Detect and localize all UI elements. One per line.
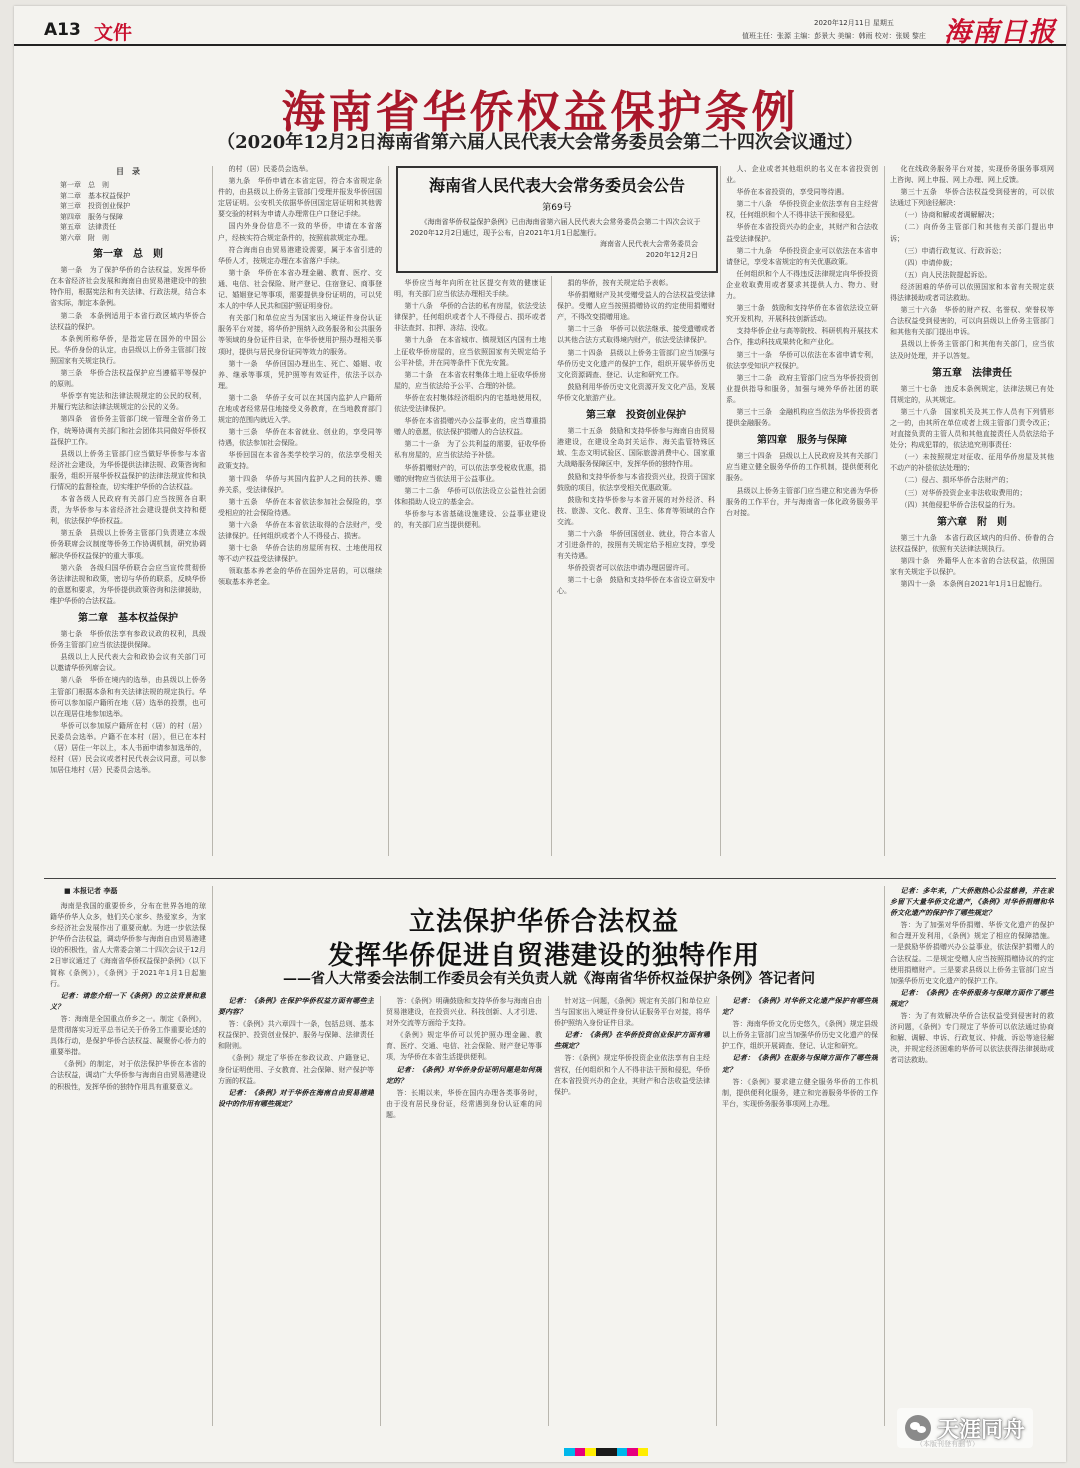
article-paragraph: 第三十四条 县级以上人民政府及其有关部门应当建立健全服务华侨的工作机制，提供便利化服务。 bbox=[726, 452, 878, 483]
announcement-body: 《海南省华侨权益保护条例》已由海南省第六届人民代表大会常务委员会第二十四次会议于2020年12月2日通过，现予公布，自2021年1月1日起施行。 bbox=[410, 218, 701, 237]
interview-paragraph: 答：长期以来，华侨在国内办理各类事务时，由于没有居民身份证，经常遇到身份认证难的问题。 bbox=[386, 1088, 542, 1119]
chapter-heading: 第一章 总 则 bbox=[93, 249, 163, 261]
article-paragraph: 支持华侨企业与高等院校、科研机构开展技术合作，推动科技成果转化和产业化。 bbox=[726, 327, 878, 347]
article-paragraph: 县级以上侨务主管部门应当建立和完善为华侨服务的工作平台，并与海南省一体化政务服务平台对接。 bbox=[726, 486, 878, 517]
interview-question: 记者：《条例》在华侨投资创业保护方面有哪些规定？ bbox=[554, 1031, 710, 1051]
article-paragraph: 人、企业或者其他组织的名义在本省投资创业。 bbox=[726, 165, 878, 185]
article-paragraph: 第十九条 在本省城市、镇规划区内国有土地上征收华侨房屋的，应当依照国家有关规定给予公平补偿，并在同等条件下优先安置。 bbox=[394, 336, 546, 367]
regulation-column-6 bbox=[890, 164, 1054, 856]
article-paragraph: 第二十二条 华侨可以依法设立公益性社会团体和捐助人设立的基金会。 bbox=[394, 486, 546, 506]
color-swatch bbox=[627, 1448, 638, 1456]
article-paragraph: 第二十八条 华侨投资企业依法享有自主经营权，任何组织和个人不得非法干预和侵犯。 bbox=[726, 200, 878, 220]
interview-paragraph: 针对这一问题，《条例》规定有关部门和单位应当与国家出入境证件身份认证服务平台对接，将华侨护照纳入身份证件目录。 bbox=[554, 997, 710, 1028]
article-paragraph: 第二十五条 鼓励和支持华侨参与海南自由贸易港建设，在建设全岛封关运作、海关监管特殊区域、生态文明试验区、国际旅游消费中心、国家重大战略服务保障区中，发挥华侨的独特作用。 bbox=[557, 427, 715, 469]
article-paragraph: 第十二条 华侨子女可以在其国内监护人户籍所在地或者经常居住地接受义务教育，在当地教育部门规定的范围内就近入学。 bbox=[218, 393, 382, 425]
article-paragraph: 华侨捐赠财产的，可以依法享受税收优惠，捐赠的财物应当依法用于公益事业。 bbox=[394, 463, 546, 483]
article-paragraph: 第三条 华侨合法权益保护应当遵循平等保护的原则。 bbox=[50, 369, 206, 389]
toc-item: 第二章 基本权益保护 bbox=[60, 191, 130, 200]
masthead bbox=[14, 6, 1066, 46]
chapter-heading: 第五章 法律责任 bbox=[932, 367, 1012, 379]
article-paragraph: 本省各级人民政府有关部门应当按照各自职责，为华侨参与本省经济社会建设提供支持和便利，依法保护华侨权益。 bbox=[50, 495, 206, 526]
article-paragraph: 第十四条 华侨与其国内监护人之间的扶养、赡养关系，受法律保护。 bbox=[218, 474, 382, 494]
interview-paragraph: 答：为了有效解决华侨合法权益受到侵害时的救济问题，《条例》专门规定了华侨可以依法通过协商和解、调解、申诉、行政复议、仲裁、诉讼等途径解决，并规定经济困难的华侨可以依法获得法律援助或者司法救助。 bbox=[890, 1012, 1054, 1065]
article-paragraph: 第四十条 外籍华人在本省的合法权益，依照国家有关规定予以保护。 bbox=[890, 557, 1054, 577]
article-paragraph: 第三十条 鼓励和支持华侨在本省依法设立研究开发机构，开展科技创新活动。 bbox=[726, 304, 878, 324]
toc-item: 第五章 法律责任 bbox=[60, 223, 116, 232]
article-paragraph: 华侨在本省投资的，享受同等待遇。 bbox=[736, 188, 849, 197]
interview-question: 记者：《条例》在服务与保障方面作了哪些规定？ bbox=[722, 1054, 878, 1074]
article-paragraph: 华侨参与本省基础设施建设、公益事业建设的，有关部门应当提供便利。 bbox=[394, 509, 546, 529]
article-paragraph: 第十三条 华侨在本省就业、创业的，享受同等待遇，依法参加社会保险。 bbox=[218, 428, 382, 448]
article-paragraph: 第九条 华侨申请在本省定居，符合本省规定条件的，由县级以上侨务主管部门受理并报发华侨回国定居证明。公安机关依据华侨回国定居证明和其他需要交验的材料为申请人办理常住户口登记手续。 bbox=[218, 177, 382, 219]
article-paragraph: 第三十二条 政府主管部门应当为华侨投资创业提供指导和服务，加强与境外华侨社团的联系。 bbox=[726, 373, 878, 404]
article-paragraph: 第十六条 华侨在本省依法取得的合法财产，受法律保护。任何组织或者个人不得侵占、损害。 bbox=[218, 520, 382, 540]
article-paragraph: 第三十五条 华侨合法权益受到侵害的，可以依法通过下列途径解决： bbox=[890, 188, 1054, 208]
toc-item: 第六章 附 则 bbox=[60, 233, 109, 242]
interview-question: 记者：《条例》对于华侨在海南自由贸易港建设中的作用有哪些规定？ bbox=[218, 1088, 374, 1108]
article-paragraph: 第二十四条 县级以上侨务主管部门应当加强与华侨历史文化遗产的保护工作，组织开展华侨历史文化资源调查、登记、认定和研究工作。 bbox=[557, 348, 715, 379]
toc-item: 第四章 服务与保障 bbox=[60, 212, 123, 221]
article-paragraph: 第十八条 华侨的合法的私有房屋，依法受法律保护，任何组织或者个人不得侵占、损坏或者非法查封、扣押、冻结、没收。 bbox=[394, 302, 546, 333]
article-paragraph: （四）申请仲裁； bbox=[900, 258, 957, 267]
article-paragraph: 第八条 华侨在境内的选举，由县级以上侨务主管部门根据本条和有关法律法规的规定执行。华侨可以参加原户籍所在地（居）选举的投票，也可以在现居住地参加选举。 bbox=[50, 676, 206, 718]
regulation-column-4 bbox=[557, 278, 715, 856]
color-swatch bbox=[638, 1448, 649, 1456]
column-divider bbox=[884, 886, 885, 1426]
article-paragraph: （二）侵占、损坏华侨合法财产的； bbox=[900, 476, 1013, 485]
regulation-column-5 bbox=[726, 164, 878, 856]
article-paragraph: （三）申请行政复议、行政诉讼； bbox=[900, 246, 1006, 255]
chapter-heading: 第三章 投资创业保护 bbox=[586, 410, 686, 422]
article-paragraph: 第二条 本条例适用于本省行政区域内华侨合法权益的保护。 bbox=[50, 311, 206, 331]
article-paragraph: 华侨在本省投资兴办的企业，其财产和合法收益受法律保护。 bbox=[726, 223, 878, 243]
interview-paragraph: 答：《条例》要求建立健全服务华侨的工作机制，提供便利化服务，建立和完善服务华侨的工作平台，实现侨务服务事项网上办理。 bbox=[722, 1077, 878, 1108]
article-paragraph: 第三十三条 金融机构应当依法为华侨投资者提供金融服务。 bbox=[726, 407, 878, 428]
article-paragraph: 第三十八条 国家机关及其工作人员有下列情形之一的，由其所在单位或者上级主管部门责令改正；对直接负责的主管人员和其他直接责任人员依法给予处分；构成犯罪的，依法追究刑事责任： bbox=[890, 407, 1054, 450]
article-paragraph: 化在线政务服务平台对接，实现侨务服务事项网上咨询、网上申报、网上办理、网上反馈。 bbox=[890, 165, 1054, 185]
article-paragraph: 第二十七条 鼓励和支持华侨在本省设立研发中心。 bbox=[557, 576, 715, 596]
regulation-title: 海南省华侨权益保护条例 bbox=[281, 87, 799, 138]
article-paragraph: 县级以上侨务主管部门和其他有关部门，应当依法及时处理，并予以答复。 bbox=[890, 340, 1054, 360]
column-divider bbox=[212, 166, 213, 856]
interview-paragraph: 《条例》规定了华侨在参政议政、户籍登记、身份证明使用、子女教育、社会保障、财产保护等方面的权益。 bbox=[218, 1054, 374, 1085]
section-name: 文件 bbox=[94, 22, 133, 44]
chapter-heading: 第六章 附 则 bbox=[937, 516, 1007, 528]
announcement-box bbox=[396, 166, 718, 273]
column-divider bbox=[212, 886, 213, 1426]
wechat-watermark bbox=[897, 1408, 1033, 1448]
article-paragraph: （一）未按照规定对征收、征用华侨房屋及其他不动产的补偿依法处理的； bbox=[890, 453, 1054, 473]
announcement-number: 第69号 bbox=[542, 203, 572, 213]
article-paragraph: 县级以上侨务主管部门应当做好华侨参与本省经济社会建设，为华侨提供法律法规、政策咨询和服务，组织开展华侨权益保护的法律法规宣传和执行情况的监督检查，切实维护华侨的合法权益。 bbox=[50, 449, 206, 491]
article-paragraph: 第七条 华侨依法享有参政议政的权利，具级侨务主管部门应当依法提供保障。 bbox=[50, 630, 206, 650]
color-swatch bbox=[575, 1448, 586, 1456]
article-paragraph: 华侨回国在本省各类学校学习的，依法享受相关政策支持。 bbox=[218, 451, 382, 471]
color-swatch bbox=[585, 1448, 596, 1456]
color-swatch bbox=[596, 1448, 607, 1456]
article-paragraph: 华侨在本省捐赠兴办公益事业的，应当尊重捐赠人的意愿，依法保护捐赠人的合法权益。 bbox=[394, 417, 546, 437]
article-paragraph: 华侨投资者可以依法申请办理居留许可。 bbox=[567, 564, 694, 573]
print-color-bar bbox=[564, 1448, 648, 1456]
column-divider bbox=[720, 166, 721, 856]
article-paragraph: 第四十一条 本条例自2021年1月1日起施行。 bbox=[900, 580, 1047, 589]
regulation-column-2 bbox=[218, 164, 382, 856]
interview-paragraph: 答：为了加强对华侨捐赠、华侨文化遗产的保护和合理开发利用，《条例》规定了相应的保障措施。一是鼓励华侨捐赠兴办公益事业，依法保护捐赠人的合法权益。二是规定受赠人应当按照捐赠协议的约定使用捐赠财产。三是要求县级以上侨务主管部门应当加强华侨历史文化遗产的保护工作。 bbox=[890, 921, 1054, 985]
article-paragraph: 第三十一条 华侨可以依法在本省申请专利，依法享受知识产权保护。 bbox=[726, 350, 878, 370]
article-paragraph: 本条例所称华侨，是指定居在国外的中国公民。华侨身份的认定，由县级以上侨务主管部门按照国家有关规定执行。 bbox=[50, 334, 206, 365]
article-paragraph: 第一条 为了保护华侨的合法权益，发挥华侨在本省经济社会发展和海南自由贸易港建设中的独特作用，根据宪法和有关法律、行政法规，结合本省实际，制定本条例。 bbox=[50, 266, 206, 308]
article-paragraph: 国内外身份信息不一致的华侨，申请在本省落户，经核实符合规定条件的，按照前款规定办理。 bbox=[218, 222, 382, 242]
article-paragraph: （四）其他侵犯华侨合法权益的行为。 bbox=[900, 500, 1020, 509]
interview-paragraph: 答：《条例》明确鼓励和支持华侨参与海南自由贸易港建设，在投资兴业、科技创新、人才引进、对外交流等方面给予支持。 bbox=[386, 997, 542, 1028]
interview-paragraph: 答：海南是全国重点侨乡之一。制定《条例》，是贯彻落实习近平总书记关于侨务工作重要论述的具体行动，是保护华侨合法权益、凝聚侨心侨力的重要举措。 bbox=[50, 1014, 206, 1057]
interview-question: 记者：多年来，广大侨胞热心公益慈善，并在家乡留下大量华侨文化遗产，《条例》对华侨捐赠和华侨文化遗产的保护作了哪些规定？ bbox=[890, 887, 1054, 918]
interview-paragraph: 海南是我国的重要侨乡，分布在世界各地的琼籍华侨华人众多，他们关心家乡、热爱家乡，为家乡经济社会发展作出了重要贡献。为进一步依法保护华侨合法权益，调动华侨参与海南自由贸易港建设的积极性，省人大常委会第二十四次会议于12月2日审议通过了《海南省华侨权益保护条例》（以下简称《条例》），《条例》于2021年1月1日起施行。 bbox=[50, 902, 206, 988]
article-paragraph: 有关部门和单位应当为国家出入境证件身份认证服务平台对接，将华侨护照纳入政务服务和公共服务等领域的身份证件目录，在华侨使用护照办理相关事项时，提供与居民身份证同等效力的服务。 bbox=[218, 314, 382, 356]
article-paragraph: 第三十六条 华侨的财产权、名誉权、荣誉权等合法权益受到侵害的，可以向县级以上侨务主管部门和其他有关部门提出申诉。 bbox=[890, 306, 1054, 337]
column-divider bbox=[884, 166, 885, 856]
interview-headline-2: 发挥华侨促进自贸港建设的独特作用 bbox=[327, 941, 760, 971]
article-paragraph: 符合海南自由贸易港建设需要，属于本省引进的华侨人才，按规定办理在本省落户手续。 bbox=[218, 245, 382, 265]
color-swatch bbox=[564, 1448, 575, 1456]
regulation-column-1 bbox=[50, 164, 206, 856]
interview-column-4 bbox=[554, 996, 710, 1426]
article-paragraph: 第二十一条 为了公共利益的需要，征收华侨私有房屋的，应当依法给予补偿。 bbox=[394, 440, 546, 460]
interview-paragraph: 《条例》的制定，对于依法保护华侨在本省的合法权益，调动广大华侨参与海南自由贸易港建设的积极性，发挥华侨的独特作用具有重要意义。 bbox=[50, 1060, 206, 1091]
article-paragraph: （一）协商和解或者调解解决； bbox=[900, 211, 999, 220]
chapter-heading: 第四章 服务与保障 bbox=[757, 435, 847, 447]
interview-paragraph: 答：海南华侨文化历史悠久，《条例》规定县级以上侨务主管部门应当加强华侨历史文化遗产的保护工作，组织开展调查、登记、认定和研究。 bbox=[722, 1020, 878, 1051]
regulation-subtitle: （2020年12月2日海南省第六届人民代表大会常务委员会第二十四次会议通过） bbox=[217, 132, 863, 153]
article-paragraph: 华侨应当每年向所在社区提交有效的健康证明，有关部门应当依法办理相关手续。 bbox=[394, 279, 546, 299]
interview-question: 记者：《条例》对华侨文化遗产保护有哪些规定？ bbox=[722, 997, 878, 1017]
article-paragraph: 第二十九条 华侨投资企业可以依法在本省申请登记，享受本省规定的有关优惠政策。 bbox=[726, 246, 878, 266]
column-divider bbox=[551, 276, 552, 856]
article-paragraph: 任何组织和个人不得违反法律规定向华侨投资企业收取费用或者要求其提供人力、物力、财力。 bbox=[726, 269, 878, 301]
article-paragraph: 第五条 县级以上侨务主管部门负责建立本级侨务联席会议制度等侨务工作协调机制，研究协调解决华侨权益保护的重大事项。 bbox=[50, 529, 206, 560]
interview-column-5 bbox=[722, 996, 878, 1426]
color-swatch bbox=[606, 1448, 617, 1456]
article-paragraph: 鼓励和支持华侨参与本省开展的对外经济、科技、旅游、文化、教育、卫生、体育等领域的合作交流。 bbox=[557, 495, 715, 526]
interview-subheadline: ——省人大常委会法制工作委员会有关负责人就《海南省华侨权益保护条例》答记者问 bbox=[283, 971, 815, 987]
interview-paragraph: 《条例》规定华侨可以凭护照办理金融、教育、医疗、交通、电信、社会保险、财产登记等事项，为华侨在本省生活提供便利。 bbox=[386, 1031, 542, 1062]
article-paragraph: 第二十三条 华侨可以依法继承、接受遗赠或者以其他合法方式取得境内财产，依法受法律保护。 bbox=[557, 325, 715, 345]
interview-column-6 bbox=[890, 886, 1054, 1411]
regulation-column-3 bbox=[394, 278, 546, 856]
interview-question: 记者：《条例》在华侨服务与保障方面作了哪些规定？ bbox=[890, 988, 1054, 1008]
article-paragraph: 第十一条 华侨回国办理出生、死亡、婚姻、收养、继承等事项，凭护照等有效证件，依法予以办理。 bbox=[218, 359, 382, 390]
article-paragraph: 捐的华侨，按有关规定给予表彰。 bbox=[567, 279, 673, 287]
article-paragraph: 华侨享有宪法和法律法规规定的公民的权利，并履行宪法和法律法规规定的公民的义务。 bbox=[50, 392, 206, 412]
article-paragraph: 第二十六条 华侨回国创业、就业，符合本省人才引进条件的，按照有关规定给予相应支持，享受有关待遇。 bbox=[557, 529, 715, 561]
interview-question: 记者：请您介绍一下《条例》的立法背景和意义？ bbox=[50, 991, 206, 1011]
column-divider bbox=[716, 996, 717, 1426]
chapter-heading: 第二章 基本权益保护 bbox=[78, 613, 178, 624]
page-number: A13 bbox=[44, 20, 81, 40]
toc-item: 第一章 总 则 bbox=[60, 181, 109, 190]
watermark-text: 天涯同舟 bbox=[937, 1417, 1026, 1443]
article-paragraph: 第十七条 华侨合法的房屋所有权、土地使用权等不动产权益受法律保护。 bbox=[218, 544, 382, 564]
article-paragraph: 第三十九条 本省行政区域内的归侨、侨眷的合法权益保护，依照有关法律法规执行。 bbox=[890, 533, 1054, 553]
announcement-issuer: 海南省人民代表大会常务委员会 bbox=[600, 240, 698, 248]
article-paragraph: 华侨在农村集体经济组织内的宅基地使用权，依法受法律保护。 bbox=[394, 393, 546, 414]
interview-headline-1: 立法保护华侨合法权益 bbox=[408, 907, 679, 937]
color-swatch bbox=[617, 1448, 628, 1456]
section-separator bbox=[44, 878, 1056, 879]
interview-question: 记者：《条例》在保护华侨权益方面有哪些主要内容？ bbox=[218, 997, 374, 1017]
reporter-byline: ■ 本报记者 李磊 bbox=[64, 887, 118, 895]
interview-column-1 bbox=[50, 901, 206, 1426]
article-paragraph: 第二十条 在本省农村集体土地上征收华侨房屋的，应当依法给予公平、合理的补偿。 bbox=[394, 370, 546, 390]
article-paragraph: 第十五条 华侨在本省依法参加社会保险的，享受相应的社会保险待遇。 bbox=[218, 497, 382, 517]
interview-paragraph: 答：《条例》共六章四十一条，包括总则、基本权益保护、投资创业保护、服务与保障、法律责任和附则。 bbox=[218, 1020, 374, 1051]
interview-column-2 bbox=[218, 996, 374, 1426]
article-paragraph: 华侨可以参加原户籍所在村（居）的村（居）民委员会选举。户籍不在本村（居），但已在本村（居）居住一年以上，本人书面申请参加选举的，经村（居）民会议或者村民代表会议同意，可以参加居住地村（居）民委员会选举。 bbox=[50, 721, 206, 775]
announcement-title: 海南省人民代表大会常务委员会公告 bbox=[428, 176, 685, 195]
newspaper-page bbox=[14, 6, 1066, 1462]
column-divider bbox=[388, 166, 389, 856]
article-paragraph: （五）向人民法院提起诉讼。 bbox=[900, 270, 992, 279]
toc-title: 目 录 bbox=[116, 167, 140, 176]
article-paragraph: 第三十七条 违反本条例规定，法律法规已有处罚规定的，从其规定。 bbox=[890, 384, 1054, 404]
article-paragraph: 鼓励利用华侨历史文化资源开发文化产品，发展华侨文化旅游产业。 bbox=[557, 382, 715, 402]
column-divider bbox=[548, 996, 549, 1426]
editors-line: 值班主任：张源 主编：彭景大 美编：韩雨 校对：张媛 黎庄 bbox=[742, 32, 926, 40]
article-paragraph: 第六条 各级归国华侨联合会应当宣传贯彻侨务法律法规和政策，密切与华侨的联系，反映华侨的意愿和要求，为华侨提供政策咨询和法律援助，维护华侨的合法权益。 bbox=[50, 563, 206, 605]
article-paragraph: 第四条 省侨务主管部门统一管理全省侨务工作，统筹协调有关部门和社会团体共同做好华侨权益保护工作。 bbox=[50, 415, 206, 446]
article-paragraph: 鼓励和支持华侨参与本省投资兴业，投资于国家鼓励的项目，依法享受相关优惠政策。 bbox=[557, 472, 715, 492]
article-paragraph: （二）向侨务主管部门和其他有关部门提出申诉； bbox=[890, 223, 1054, 243]
article-paragraph: 第十条 华侨在本省办理金融、教育、医疗、交通、电信、社会保险、财产登记、住宿登记、商事登记、婚姻登记等事项，需要提供身份证明的，可以凭本人的中华人民共和国护照证明身份。 bbox=[218, 268, 382, 311]
article-paragraph: 县级以上人民代表大会和政协会议有关部门可以邀请华侨列席会议。 bbox=[50, 653, 206, 673]
article-paragraph: 经济困难的华侨可以依照国家和本省有关规定获得法律援助或者司法救助。 bbox=[890, 282, 1054, 303]
toc-item: 第三章 投资创业保护 bbox=[60, 202, 130, 211]
newspaper-logo: 海南日报 bbox=[944, 17, 1056, 48]
article-paragraph: 的村（居）民委员会选举。 bbox=[228, 165, 313, 173]
date-line: 2020年12月11日 星期五 bbox=[814, 19, 894, 27]
article-paragraph: 领取基本养老金的华侨在国外定居的，可以继续领取基本养老金。 bbox=[218, 567, 382, 587]
article-paragraph: （三）对华侨投资企业非法收取费用的； bbox=[900, 488, 1027, 497]
column-divider bbox=[380, 996, 381, 1426]
interview-column-3 bbox=[386, 996, 542, 1426]
interview-paragraph: 答：《条例》规定华侨投资企业依法享有自主经营权，任何组织和个人不得非法干预和侵犯，华侨在本省投资兴办的企业，其财产和合法收益受法律保护。 bbox=[554, 1054, 710, 1096]
wechat-icon bbox=[905, 1415, 931, 1441]
announcement-date: 2020年12月2日 bbox=[645, 251, 698, 259]
interview-question: 记者：《条例》对华侨身份证明问题是如何规定的？ bbox=[386, 1065, 542, 1085]
article-paragraph: 华侨捐赠财产及其受赠受益人的合法权益受法律保护。受赠人应当按照捐赠协议的约定使用捐赠财产，不得改变捐赠用途。 bbox=[557, 291, 715, 322]
